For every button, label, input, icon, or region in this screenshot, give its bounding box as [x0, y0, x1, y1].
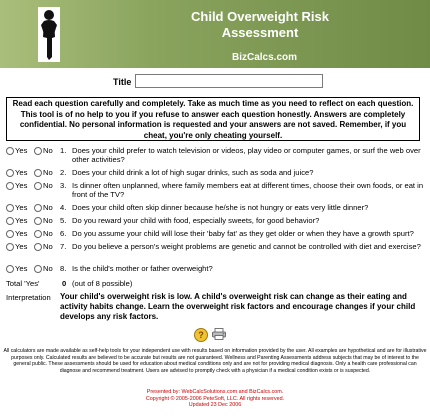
- print-icon[interactable]: [212, 328, 226, 340]
- no-label: No: [43, 242, 53, 251]
- footer-copyright: Copyright © 2005-2006 PeteSoft, LLC. All rights reserved.: [145, 395, 285, 402]
- page-title: Child Overweight Risk Assessment: [191, 9, 329, 40]
- yes-radio[interactable]: [6, 230, 14, 238]
- title-input[interactable]: [135, 74, 323, 88]
- interpretation-label: Interpretation: [6, 293, 51, 302]
- question-text: Does your child prefer to watch television or videos, play video or computer games, or surf the web over other activities?: [72, 146, 421, 164]
- footer-updated: Updated 23 Dec 2006: [188, 402, 242, 408]
- no-radio[interactable]: [34, 147, 42, 155]
- question-number: 3.: [60, 181, 67, 190]
- no-radio[interactable]: [34, 230, 42, 238]
- no-label: No: [43, 181, 53, 190]
- question-text: Does your child often skip dinner because he/she is not hungry or eats very little dinner?: [72, 203, 369, 212]
- yes-label: Yes: [15, 242, 28, 251]
- total-note: (out of 8 possible): [72, 279, 133, 288]
- no-label: No: [43, 216, 53, 225]
- yes-label: Yes: [15, 264, 28, 273]
- question-number: 1.: [60, 146, 67, 155]
- yes-radio[interactable]: [6, 217, 14, 225]
- yes-label: Yes: [15, 181, 28, 190]
- yes-label: Yes: [15, 203, 28, 212]
- instructions-box: Read each question carefully and completely. Take as much time as you need to reflect on each question. This tool is of no help to you if you refuse to answer each question honestly. Answers are completely confidential. No personal information is requested and your answers are not saved. Remember, if you cheat, you're only cheating yourself.: [6, 97, 420, 141]
- interpretation-text: Your child's overweight risk is low. A child's overweight risk can change as their eating and activity habits change. Learn the overweight risk factors and encourage changes if your child develops any risk factors.: [60, 292, 416, 321]
- question-text: Do you reward your child with food, especially sweets, for good behavior?: [72, 216, 320, 225]
- yes-radio[interactable]: [6, 265, 14, 273]
- help-icon[interactable]: ?: [194, 328, 208, 342]
- no-radio[interactable]: [34, 204, 42, 212]
- yes-radio[interactable]: [6, 204, 14, 212]
- site-name: BizCalcs.com: [232, 52, 298, 63]
- question-number: 2.: [60, 168, 67, 177]
- question-number: 8.: [60, 264, 67, 273]
- no-label: No: [43, 229, 53, 238]
- no-label: No: [43, 264, 53, 273]
- yes-radio[interactable]: [6, 169, 14, 177]
- tool-icons: [194, 328, 234, 342]
- question-text: Does your child drink a lot of high sugar drinks, such as soda and juice?: [72, 168, 314, 177]
- no-label: No: [43, 146, 53, 155]
- footer-presented-by[interactable]: Presented by: WebCalcSolutions.com and BizCalcs.com.: [146, 389, 284, 395]
- no-radio[interactable]: [34, 182, 42, 190]
- no-radio[interactable]: [34, 169, 42, 177]
- question-text: Do you assume your child will lose their 'baby fat' as they get older or when they have a growth spurt?: [72, 229, 414, 238]
- yes-radio[interactable]: [6, 147, 14, 155]
- no-label: No: [43, 203, 53, 212]
- yes-radio[interactable]: [6, 243, 14, 251]
- question-number: 6.: [60, 229, 67, 238]
- yes-label: Yes: [15, 168, 28, 177]
- question-number: 4.: [60, 203, 67, 212]
- question-text: Do you believe a person's weight problems are genetic and cannot be controlled with diet and exercise?: [72, 242, 421, 251]
- disclaimer-text: All calculators are made available as self-help tools for your independent use with results based on information provided by the user. All examples are hypothetical and are for illustrative purposes only. Calculated results are believed to be accurate but results are not guaranteed. Wellness and Parenting Assessments address subjects that may be of interest to the general public. These assessments should be used for education about medical conditions only and are not for providing medical diagnosis. Only a health care professional can diagnose and recommend treatment. Users are advised to promptly check with a physician if a medical condition exists or is suspected.: [3, 348, 427, 374]
- yes-label: Yes: [15, 146, 28, 155]
- question-text: Is dinner often unplanned, where family members eat at different times, choose their own foods, or eat in front of the TV?: [72, 181, 424, 199]
- no-radio[interactable]: [34, 217, 42, 225]
- question-number: 7.: [60, 242, 67, 251]
- title-label: Title: [113, 77, 132, 87]
- title-row: [0, 72, 430, 90]
- no-radio[interactable]: [34, 265, 42, 273]
- question-number: 5.: [60, 216, 67, 225]
- yes-label: Yes: [15, 216, 28, 225]
- total-label: Total 'Yes': [6, 279, 40, 288]
- no-radio[interactable]: [34, 243, 42, 251]
- child-silhouette-icon: [38, 7, 60, 62]
- header-banner: [0, 0, 430, 68]
- no-label: No: [43, 168, 53, 177]
- footer: [0, 389, 430, 409]
- total-value: 0: [62, 279, 67, 288]
- question-text: Is the child's mother or father overweight?: [72, 264, 213, 273]
- yes-label: Yes: [15, 229, 28, 238]
- yes-radio[interactable]: [6, 182, 14, 190]
